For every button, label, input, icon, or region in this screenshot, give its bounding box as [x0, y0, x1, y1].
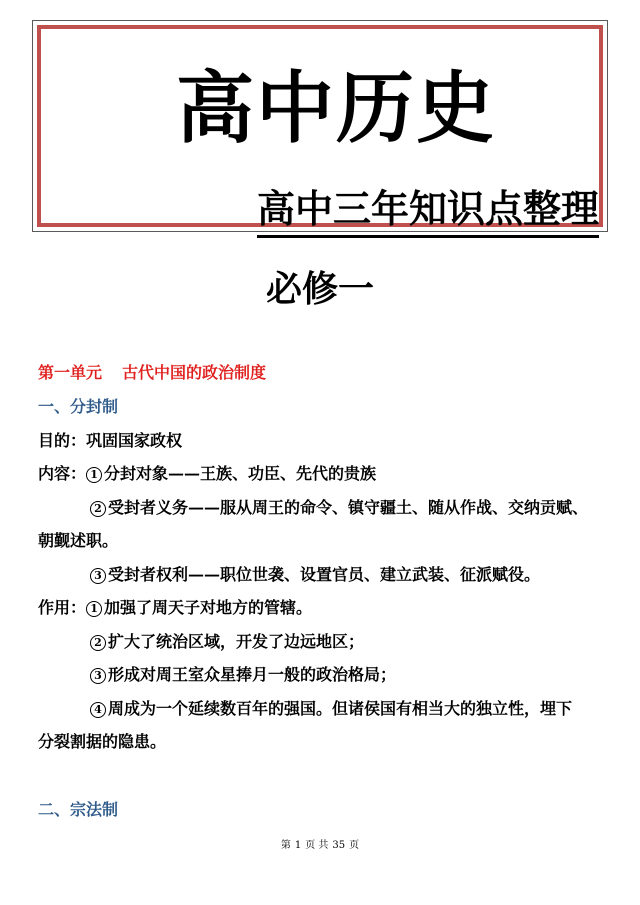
circled-number: 3 — [90, 668, 106, 684]
content-item-text: 受封者义务——服从周王的命令、镇守疆土、随从作战、交纳贡赋、 — [108, 498, 589, 517]
circled-number: 4 — [90, 702, 106, 718]
effect-item-text: 扩大了统治区域，开发了边远地区； — [108, 632, 365, 651]
footer-total-pages: 35 — [332, 840, 346, 851]
section-heading-zongfa: 二、宗法制 — [38, 800, 119, 819]
title-box — [32, 20, 608, 232]
content-item-2-continuation: 朝觐述职。 — [38, 531, 119, 550]
effect-item-4-continuation: 分裂割据的隐患。 — [38, 732, 167, 751]
circled-number: 2 — [90, 501, 106, 517]
effect-item-text: 周成为一个延续数百年的强国。但诸侯国有相当大的独立性，埋下 — [108, 699, 573, 718]
effect-label: 作用： — [38, 598, 87, 617]
content-item-1 — [38, 463, 376, 485]
unit-number: 第一单元 — [38, 363, 103, 382]
footer-prefix: 第 — [280, 840, 291, 851]
circled-number: 2 — [90, 635, 106, 651]
unit-name: 古代中国的政治制度 — [122, 363, 267, 382]
effect-item-4 — [90, 698, 572, 720]
page-footer — [0, 839, 640, 853]
effect-item-text: 加强了周天子对地方的管辖。 — [104, 598, 313, 617]
circled-number: 1 — [86, 601, 102, 617]
circled-number: 1 — [86, 467, 102, 483]
footer-page-number: 1 — [294, 840, 302, 851]
effect-item-3 — [90, 664, 396, 686]
content-item-text: 受封者权利——职位世袭、设置官员、建立武装、征派赋役。 — [108, 565, 541, 584]
circled-number: 3 — [90, 568, 106, 584]
main-title: 高中历史 — [175, 63, 496, 154]
content-label: 内容： — [38, 464, 87, 483]
content-item-text: 分封对象——王族、功臣、先代的贵族 — [104, 464, 377, 483]
effect-item-1 — [38, 597, 312, 619]
purpose-label: 目的： — [38, 431, 87, 450]
unit-heading — [38, 362, 266, 384]
content-item-2 — [90, 497, 588, 519]
effect-item-2 — [90, 631, 364, 653]
volume-title: 必修一 — [265, 268, 374, 310]
section-heading-fenfeng: 一、分封制 — [38, 397, 119, 416]
sub-title: 高中三年知识点整理 — [257, 185, 599, 238]
footer-suffix: 页 — [349, 840, 360, 851]
footer-middle: 页 共 — [305, 840, 329, 851]
purpose-text: 巩固国家政权 — [86, 431, 183, 450]
purpose-line — [38, 430, 182, 452]
effect-item-text: 形成对周王室众星捧月一般的政治格局； — [108, 665, 397, 684]
content-item-3 — [90, 564, 540, 586]
